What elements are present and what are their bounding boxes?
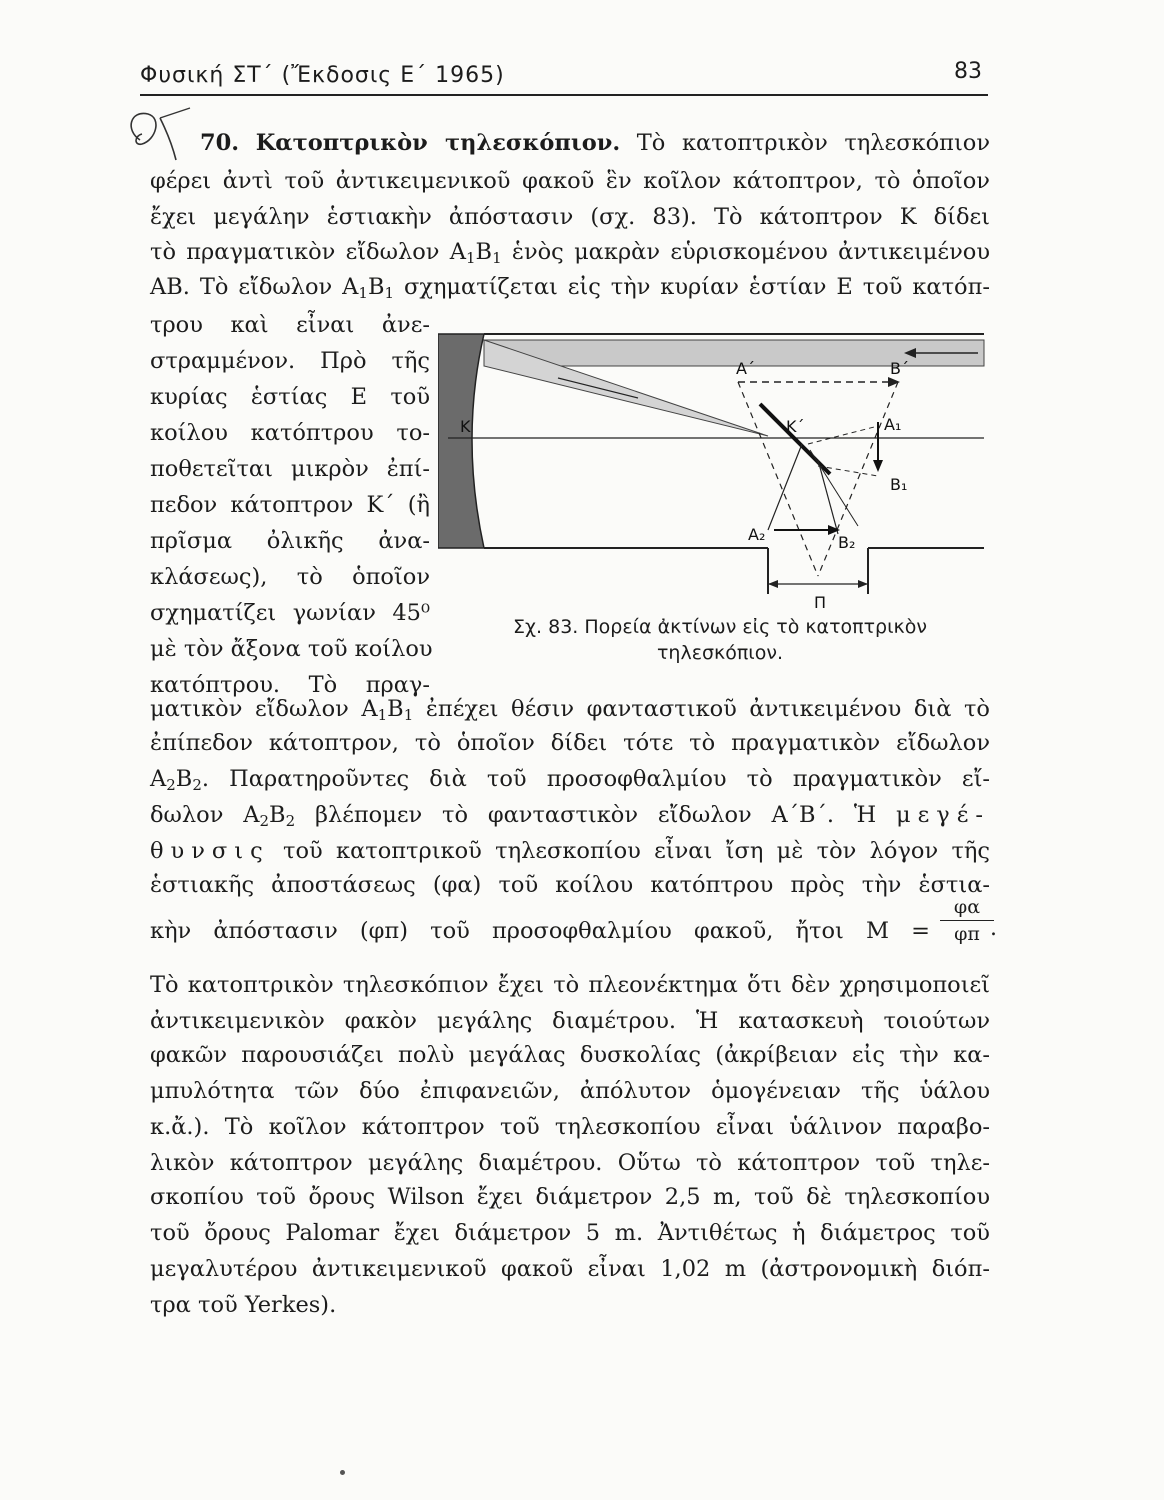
running-head: Φυσική ΣΤ΄ (Ἔκδοσις Ε΄ 1965) (140, 63, 505, 88)
text-line: ἑστιακῆς ἀποστάσεως (φα) τοῦ κοίλου κατόπτρου πρὸς τὴν ἑστια- (150, 872, 990, 898)
subscript: 1 (492, 249, 502, 267)
subscript: 2 (192, 776, 202, 794)
text-line (150, 796, 990, 834)
dashed-ray (818, 382, 898, 576)
text-line: τρου καὶ εἶναι ἀνε- (150, 312, 430, 338)
text-line: ἐπίπεδον κάτοπτρον, τὸ ὁποῖον δίδει τότε τὸ πραγματικὸν εἴδωλον (150, 730, 990, 756)
text-span: δωλον A (150, 802, 260, 828)
label-k: K (460, 417, 471, 436)
text-line: κ.ἄ.). Τὸ κοῖλον κάτοπτρον τοῦ τηλεσκοπίου εἶναι ὑάλινον παραβο- (150, 1114, 990, 1140)
text-line: σχηματίζει γωνίαν 45⁰ (150, 600, 430, 626)
text-line: στραμμένον. Πρὸ τῆς (150, 348, 430, 374)
virtual-image-arrowhead (888, 377, 900, 387)
text-line: ἀντικειμενικὸν φακὸν μεγάλης διαμέτρου. Ἡ κατασκευὴ τοιούτων (150, 1008, 990, 1034)
subscript: 1 (358, 284, 368, 302)
text-line: κὴν ἀπόστασιν (φπ) τοῦ προσοφθαλμίου φακοῦ, ἤτοι Μ = (150, 918, 930, 944)
text-span: B (175, 766, 193, 792)
text-span: ματικὸν εἴδωλον A (150, 696, 378, 722)
text-line: λικὸν κάτοπτρον μεγάλης διαμέτρου. Οὕτω τὸ κάτοπτρον τοῦ τηλε- (150, 1150, 990, 1176)
text-line: τοῦ ὄρους Palomar ἔχει διάμετρον 5 m. Ἀντιθέτως ἡ διάμετρος τοῦ (150, 1220, 990, 1246)
text-line: σκοπίου τοῦ ὄρους Wilson ἔχει διάμετρον 2,5 m, τοῦ δὲ τηλεσκοπίου (150, 1184, 990, 1210)
caption-line: Σχ. 83. Πορεία ἀκτίνων εἰς τὸ κατοπτρικὸν (513, 616, 927, 638)
formula-period: . (990, 916, 997, 941)
text-span: Τὸ κατοπτρικὸν τηλεσκόπιον (636, 130, 990, 156)
text-line: μεγαλυτέρου ἀντικειμενικοῦ φακοῦ εἶναι 1,02 m (ἀστρονομικὴ διόπ- (150, 1256, 990, 1282)
subscript: 1 (403, 706, 414, 724)
label-a2: A₂ (748, 525, 766, 544)
subscript: 1 (465, 249, 476, 267)
section-title: Κατοπτρικὸν τηλεσκόπιον. (255, 130, 621, 156)
formula-numerator: φα (940, 894, 994, 921)
magnification-formula (940, 894, 994, 947)
text-line: ποθετεῖται μικρὸν ἐπί- (150, 456, 430, 482)
subscript: 2 (259, 812, 270, 830)
caption-line: τηλεσκόπιον. (656, 642, 783, 664)
label-b1: B₁ (890, 475, 908, 494)
text-line: Τὸ κατοπτρικὸν τηλεσκόπιον ἔχει τὸ πλεονέκτημα ὅτι δὲν χρησιμοποιεῖ (150, 972, 990, 998)
text-span: A (150, 766, 167, 792)
print-speck (340, 1470, 345, 1475)
text-span: B (367, 274, 385, 300)
subscript: 1 (384, 284, 395, 302)
subscript: 1 (377, 706, 388, 724)
label-a1: A₁ (884, 415, 902, 434)
label-pi: Π (814, 593, 827, 612)
concave-mirror-k (438, 334, 484, 548)
label-a-prime: A΄ (736, 359, 755, 378)
dimension-arrowhead-right (858, 580, 868, 588)
text-line: κυρίας ἑστίας Ε τοῦ (150, 384, 430, 410)
text-span: B (387, 696, 404, 722)
text-line: κοίλου κατόπτρου το- (150, 420, 430, 446)
section-number: 70. (200, 130, 240, 156)
subscript: 2 (285, 812, 296, 830)
text-span: ἐπέχει θέσιν φανταστικοῦ ἀντικειμένου διὰ τὸ (413, 696, 990, 722)
text-line (200, 124, 990, 162)
text-line: μὲ τὸν ἄξονα τοῦ κοίλου (150, 636, 433, 662)
text-span: B (475, 239, 493, 265)
label-b-prime: B΄ (890, 359, 909, 378)
dashed-ray (738, 382, 818, 576)
text-span: AB. Τὸ εἴδωλον A (150, 274, 359, 300)
text-line: φέρει ἀντὶ τοῦ ἀντικειμενικοῦ φακοῦ ἓν κοῖλον κάτοπτρον, τὸ ὁποῖον (150, 168, 990, 194)
text-line: πρῖσμα ὀλικῆς ἀνα- (150, 528, 430, 554)
text-span: σχηματίζεται εἰς τὴν κυρίαν ἑστίαν Ε τοῦ κατόπ- (394, 274, 990, 300)
subscript: 2 (166, 776, 176, 794)
telescope-diagram (438, 326, 990, 616)
page-number: 83 (954, 59, 982, 84)
label-b2: B₂ (838, 533, 856, 552)
text-line: μπυλότητα τῶν δύο ἐπιφανειῶν, ἀπόλυτον ὁμογένειαν τῆς ὑάλου (150, 1078, 990, 1104)
text-line (150, 690, 990, 728)
text-line (150, 760, 990, 798)
reflected-ray (810, 450, 858, 526)
image-a1-b1-arrowhead (873, 460, 883, 472)
text-span: βλέπομεν τὸ φανταστικὸν εἴδωλον A΄B΄. Ἡ (295, 802, 877, 828)
text-line: φακῶν παρουσιάζει πολὺ μεγάλας δυσκολίας (ἀκρίβειαν εἰς τὴν κα- (150, 1042, 990, 1068)
text-span: τοῦ κατοπτρικοῦ τηλεσκοπίου εἶναι ἴση μὲ τὸν λόγον τῆς (269, 838, 990, 864)
text-span: . Παρατηροῦντες διὰ τοῦ προσοφθαλμίου τὸ πραγματικὸν εἴ- (201, 766, 990, 792)
text-span: ἑνὸς μακρὰν εὑρισκομένου ἀντικειμένου (501, 239, 990, 265)
reflected-ray (768, 444, 802, 530)
page-header (140, 58, 988, 96)
text-span: τὸ πραγματικὸν εἴδωλον A (150, 239, 466, 265)
emphasis-word: μεγέ- (896, 802, 990, 828)
label-k-prime: K΄ (786, 417, 805, 436)
dashed-ray (808, 426, 878, 444)
text-line: πεδον κάτοπτρον Κ΄ (ἢ (150, 492, 430, 518)
text-line: τρα τοῦ Yerkes). (150, 1292, 337, 1318)
emphasis-word: θυνσις (150, 838, 270, 864)
text-span: B (269, 802, 286, 828)
figure-caption (460, 614, 980, 666)
text-line: ἔχει μεγάλην ἑστιακὴν ἀπόστασιν (σχ. 83). Τὸ κάτοπτρον Κ δίδει (150, 204, 990, 230)
text-line (150, 832, 990, 870)
text-line: κατόπτρου. Τὸ πραγ- (150, 672, 430, 698)
text-line: κλάσεως), τὸ ὁποῖον (150, 564, 430, 590)
dimension-arrowhead-left (768, 580, 778, 588)
formula-denominator: φπ (954, 923, 980, 945)
text-line (150, 233, 990, 271)
text-line (150, 268, 990, 306)
